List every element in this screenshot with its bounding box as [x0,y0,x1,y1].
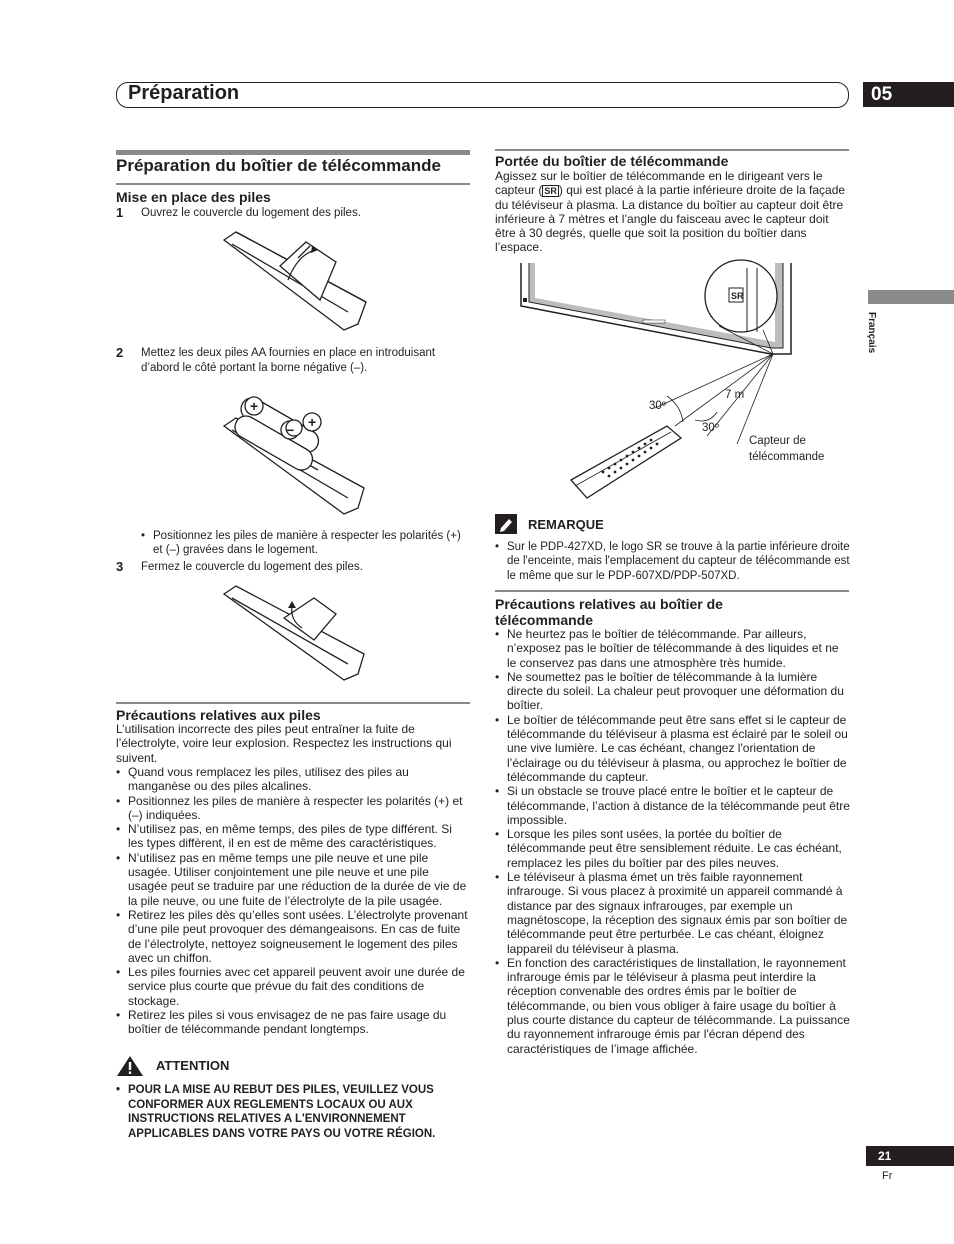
distance-label: 7 m [725,389,745,401]
note-list [495,540,851,583]
remote-open-cover-illustration [218,228,368,338]
battery-precautions-list [116,765,470,1037]
chapter-number: 05 [863,82,954,107]
range-text-before: Agissez sur le boîtier de télécommande en le dirigeant vers le capteur ( [495,169,823,198]
list-item: • Positionnez les piles de manière à respecter les polarités (+) et (–) gravées dans le logement. [141,529,471,558]
list-item: • Ne soumettez pas le boîtier de télécommande à la lumière directe du soleil. La chaleur peut provoquer une déformation du boîtier. [495,670,851,713]
note-pencil-icon [495,514,517,534]
remote-control-illustration [571,426,681,498]
section-rule [116,150,470,155]
list-item: • En fonction des caractéristiques de linstallation, le rayonnement infrarouge émis par le téléviseur à plasma peut interdire la réception convenable des ordres émis par le boîtier de télécommande, ou bien vous obliger à faire usage du boîtier à plus courte distance du capteur de télécommande. La puissance du rayonnement infrarouge émis par l'écran dépend des caractéristiques de l’image affichée. [495,956,851,1056]
step-2-bullets [141,529,471,558]
attention-bullet: • [116,1084,121,1096]
subsection-rule [116,183,470,185]
range-title: Portée du boîtier de télécommande [495,153,729,169]
list-item: • Le boîtier de télécommande peut être sans effet si le capteur de télécommande du téléviseur à plasma est éclairé par le soleil ou une vive lumière. Le cas échéant, changez l'orientation de l’éclairage ou du téléviseur à plasma, ou approchez le boîtier de télécommande du capteur. [495,713,851,784]
page-title: Préparation [128,82,240,104]
step-1-text: Ouvrez le couvercle du logement des piles. [141,207,361,219]
remote-precautions-list [495,627,851,1056]
list-item: • Quand vous remplacez les piles, utilisez des piles au manganèse ou des piles alcalines. [116,765,470,794]
list-item: • N’utilisez pas, en même temps, des piles de type différent. Si les types diffèrent, il en est de même des caractéristiques. [116,822,470,851]
list-item: • N’utilisez pas en même temps une pile neuve et une pile usagée. Utiliser conjointement une pile neuve et une pile usagée peut se traduire par une réduction de la durée de vie de la pile neuve, ou une fuite de l’électrolyte de la pile usagée. [116,851,470,908]
svg-text:−: − [286,422,295,438]
sensor-label-line2: télécommande [749,451,825,463]
remote-close-cover-illustration [218,584,368,684]
sensor-label-line1: Capteur de [749,435,806,447]
list-item: • Lorsque les piles sont usées, la portée du boîtier de télécommande peut être sensiblement réduite. Le cas échéant, remplacez les piles du boîtier par des piles neuves. [495,827,851,870]
step-2-text: Mettez les deux piles AA fournies en place en introduisant d’abord le côté portant la borne négative (–). [141,347,436,374]
battery-precautions-title: Précautions relatives aux piles [116,707,321,723]
list-item: • Ne heurtez pas le boîtier de télécommande. Par ailleurs, n’exposez pas le boîtier de télécommande à des liquides et ne le conservez pas dans une atmosphère très humide. [495,627,851,670]
step-3-number: 3 [116,559,124,574]
sr-sensor-logo-diagram: SR [731,291,744,301]
attention-label: ATTENTION [156,1058,230,1073]
subsection-rule [495,149,849,151]
page-number: 21 [866,1146,954,1166]
step-3-text: Fermez le couvercle du logement des piles. [141,561,363,573]
list-item: • Si un obstacle se trouve placé entre le boîtier et le capteur de télécommande, l’action à distance de la télécommande peut être impossible. [495,784,851,827]
section-title: Préparation du boîtier de télécommande [116,156,441,175]
range-text-after: ) qui est placé à la partie inférieure droite de la façade du téléviseur à plasma. La distance du boîtier au capteur doit être inférieure à 7 mètres et l’angle du faisceau avec le capteur doit être à 30 degrés, quelle que soit la position du boîtier dans l’espace. [495,183,846,255]
remote-range-diagram [495,258,855,508]
language-label: Français [866,312,877,354]
step-1-number: 1 [116,205,124,220]
list-item: • Sur le PDP-427XD, le logo SR se trouve à la partie inférieure droite de l'enceinte, mais l'emplacement du capteur de télécommande est le même que sur le PDP-607XD/PDP-507XD. [495,540,851,583]
angle-right-label: 30º [702,422,719,434]
attention-text: POUR LA MISE AU REBUT DES PILES, VEUILLEZ VOUS CONFORMER AUX REGLEMENTS LOCAUX OU AUX INSTRUCTIONS RELATIVES A L'ENVIRONNEMENT APPLICABLES DANS VOTRE PAYS OU VOTRE RÉGION. [128,1084,436,1140]
range-text [495,169,851,255]
list-item: • Retirez les piles si vous envisagez de ne pas faire usage du boîtier de télécommande pendant longtemps. [116,1008,470,1037]
list-item: • Les piles fournies avec cet appareil peuvent avoir une durée de service plus courte que prévue du fait des conditions de stockage. [116,965,470,1008]
page-language: Fr [882,1170,893,1182]
note-label: REMARQUE [528,517,604,532]
svg-text:+: + [308,414,317,430]
list-item: • Positionnez les piles de manière à respecter les polarités (+) et (–) indiquées. [116,794,470,823]
remote-precautions-title-line2: télécommande [495,612,594,628]
batteries-title: Mise en place des piles [116,189,271,205]
angle-left-label: 30º [649,400,666,412]
remote-precautions-title-line1: Précautions relatives au boîtier de [495,596,723,612]
subsection-rule [495,590,849,592]
list-item: • Le téléviseur à plasma émet un très faible rayonnement infrarouge. Si vous placez à proximité un appareil commandé à distance par des signaux infrarouges, par exemple un magnétoscope, la réception des signaux émis par son boîtier de télécommande peut être perturbée. Le cas chéant, éloignez lappareil du téléviseur à plasma. [495,870,851,956]
sr-sensor-logo-inline: SR [544,186,557,197]
list-item: • Retirez les piles dès qu’elles sont usées. L’électrolyte provenant d’une pile peut provoquer des démangeaisons. En cas de fuite de l’électrolyte, nettoyez soigneusement le logement des piles avec un chiffon. [116,908,470,965]
battery-precautions-intro: L’utilisation incorrecte des piles peut entraîner la fuite de l’électrolyte, voire leur explosion. Respectez les instructions qui suivent. [116,722,452,765]
warning-icon [116,1055,144,1077]
step-2-number: 2 [116,345,124,360]
svg-text:+: + [250,398,259,414]
battery-insertion-illustration [218,384,368,524]
subsection-rule [116,702,470,704]
language-tab [868,290,954,304]
